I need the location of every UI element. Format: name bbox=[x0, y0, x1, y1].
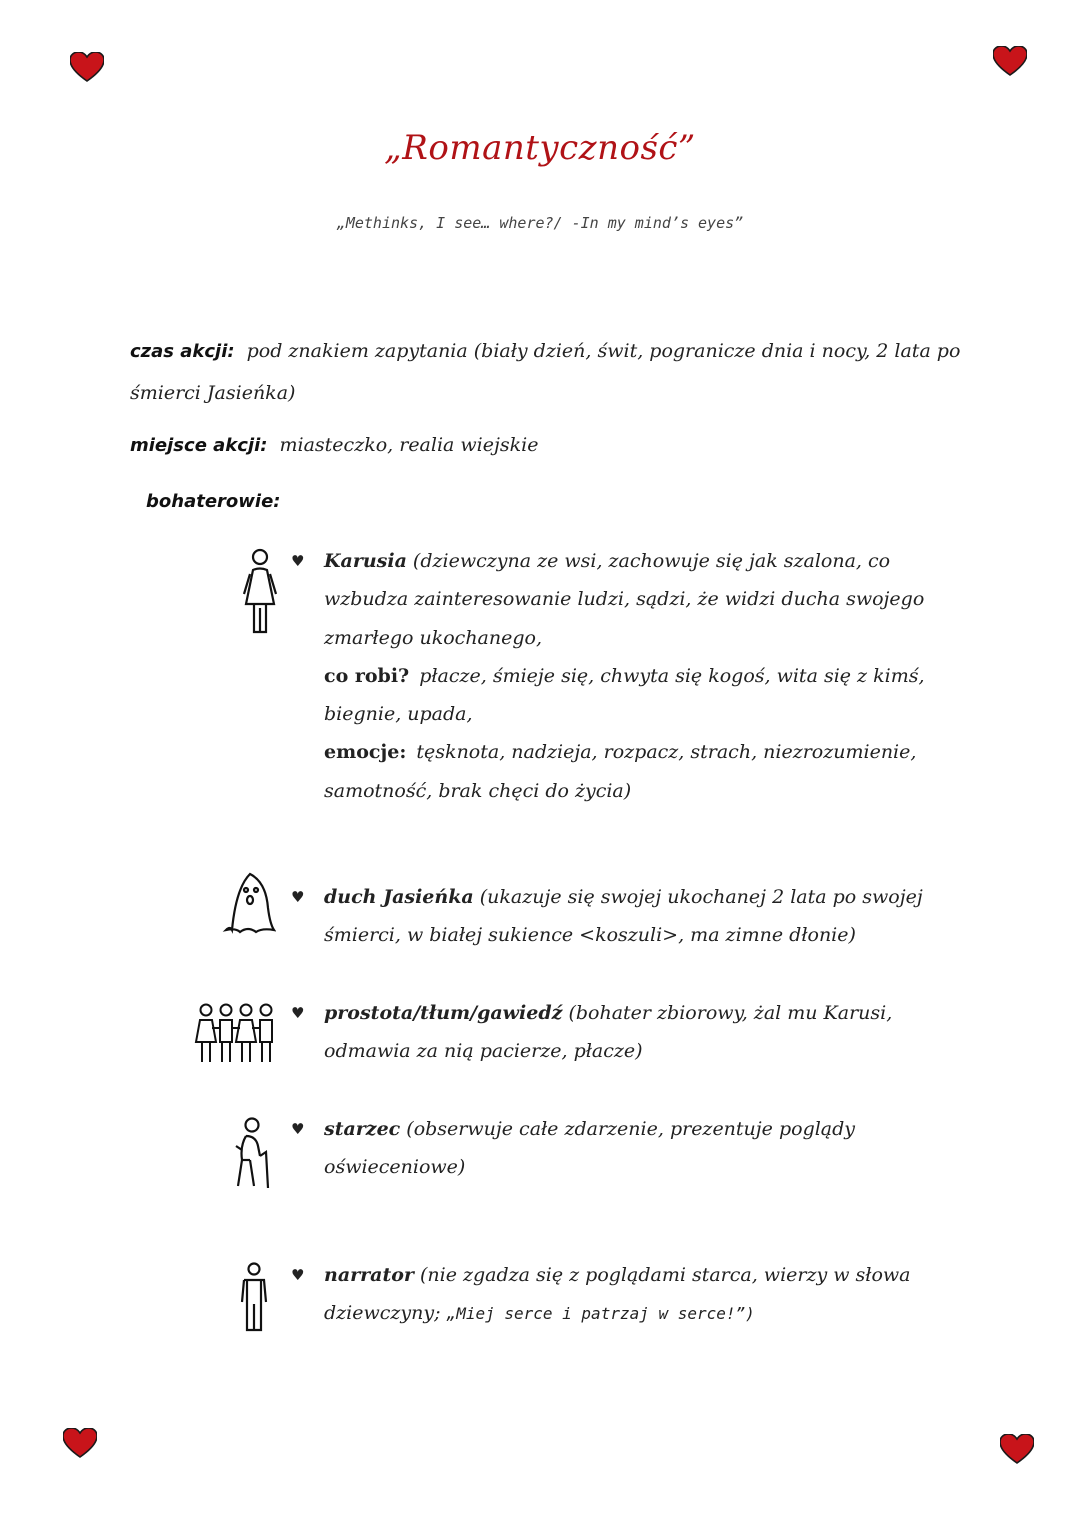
actions-label: co robi? bbox=[324, 664, 410, 687]
hero-name: narrator bbox=[324, 1264, 414, 1286]
hero-desc: (ukazuje się swojej ukochanej 2 lata po swojej śmierci, w białej sukience <koszuli>, ma zimne dłonie) bbox=[324, 886, 923, 947]
hero-name: starzec bbox=[324, 1118, 401, 1140]
page-title: „Romantyczność” bbox=[384, 128, 696, 168]
heart-icon bbox=[70, 52, 104, 82]
bullet-icon: ♥ bbox=[291, 552, 305, 570]
emotions-text: tęsknota, nadzieja, rozpacz, strach, niezrozumienie, samotność, brak chęci do życia) bbox=[324, 741, 917, 802]
bullet-icon: ♥ bbox=[291, 1266, 305, 1284]
heart-icon bbox=[993, 46, 1027, 76]
epigraph: „Methinks, I see… where?/ -In my mind’s eyes” bbox=[336, 214, 744, 232]
hero-narrator bbox=[324, 1256, 964, 1334]
heroes-heading bbox=[146, 490, 292, 512]
man-icon bbox=[238, 1262, 270, 1332]
hero-desc: (nie zgadza się z poglądami starca, wierzy w słowa dziewczyny; bbox=[324, 1264, 911, 1325]
hero-name: duch Jasieńka bbox=[324, 886, 474, 908]
heart-icon bbox=[63, 1428, 97, 1458]
hero-desc: (obserwuje całe zdarzenie, prezentuje poglądy oświeceniowe) bbox=[324, 1118, 856, 1179]
emotions-label: emocje: bbox=[324, 741, 407, 764]
time-line-2 bbox=[130, 382, 295, 404]
bullet-icon: ♥ bbox=[291, 1120, 305, 1138]
bullet-icon: ♥ bbox=[291, 1004, 305, 1022]
time-line-1 bbox=[130, 340, 960, 362]
hero-name: prostota/tłum/gawiedź bbox=[324, 1002, 563, 1024]
hero-ghost bbox=[324, 878, 964, 955]
actions-text: płacze, śmieje się, chwyta się kogoś, wita się z kimś, biegnie, upada, bbox=[324, 664, 925, 726]
hero-desc: (dziewczyna ze wsi, zachowuje się jak szalona, co wzbudza zainteresowanie ludzi, sądzi, że widzi ducha swojego zmarłego ukochanego, bbox=[324, 550, 925, 649]
bullet-icon: ♥ bbox=[291, 888, 305, 906]
woman-icon bbox=[240, 548, 280, 634]
place-label: miejsce akcji: bbox=[130, 435, 268, 456]
hero-desc: (bohater zbiorowy, żal mu Karusi, odmawia za nią pacierze, płacze) bbox=[324, 1002, 893, 1063]
hero-name: Karusia bbox=[324, 550, 407, 572]
heart-icon bbox=[1000, 1434, 1034, 1464]
time-text-cont: śmierci Jasieńka) bbox=[130, 382, 296, 404]
heroes-label: bohaterowie: bbox=[146, 491, 281, 512]
place-line bbox=[130, 434, 538, 456]
hero-karusia bbox=[324, 542, 964, 810]
hero-old-man bbox=[324, 1110, 964, 1187]
narrator-quote: „Miej serce i patrzaj w serce!”) bbox=[446, 1304, 755, 1324]
ghost-icon bbox=[222, 868, 276, 936]
place-text: miasteczko, realia wiejskie bbox=[279, 434, 539, 456]
crowd-icon bbox=[194, 1002, 280, 1064]
hero-crowd bbox=[324, 994, 964, 1071]
old-man-icon bbox=[232, 1116, 274, 1190]
time-label: czas akcji: bbox=[130, 341, 235, 362]
time-text: pod znakiem zapytania (biały dzień, świt, pogranicze dnia i nocy, 2 lata po bbox=[246, 340, 961, 362]
